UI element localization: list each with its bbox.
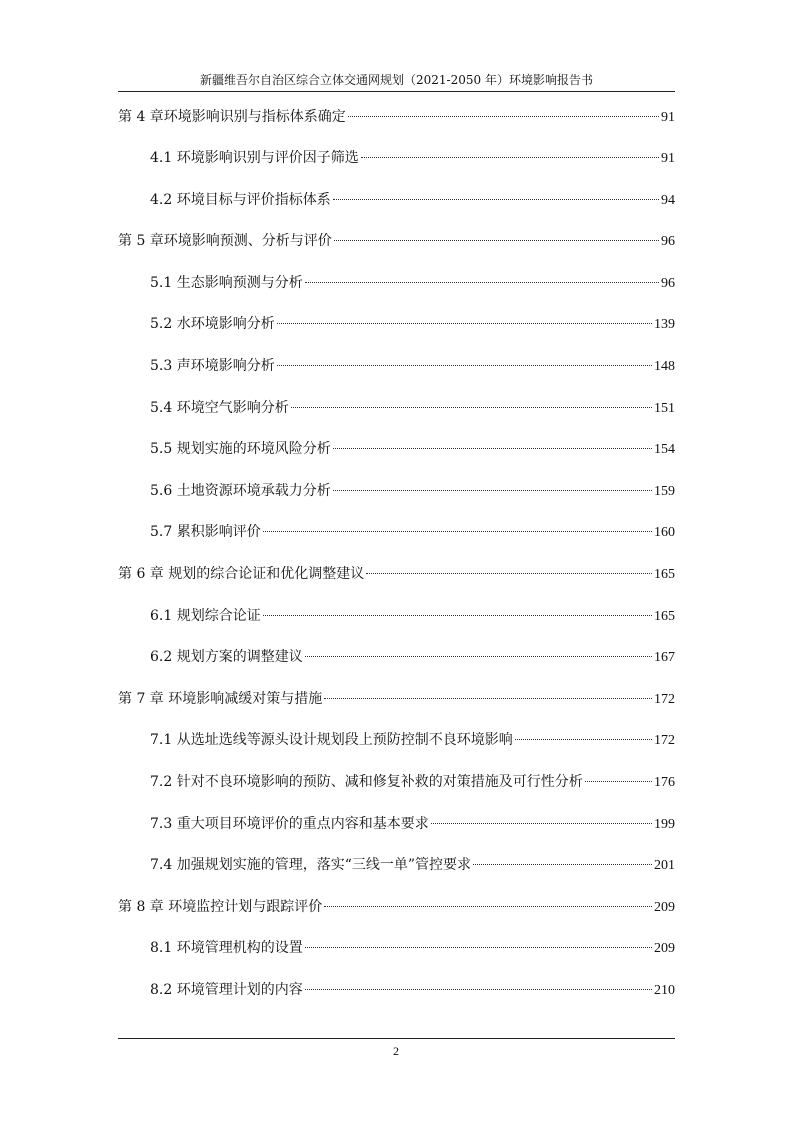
toc-entry-8-2[interactable] — [150, 979, 675, 1001]
dot-leader — [515, 739, 652, 740]
toc-entry-title: 7.3 重大项目环境评价的重点内容和基本要求 — [150, 816, 429, 832]
toc-entry-page: 209 — [654, 900, 675, 915]
toc-entry-page: 160 — [654, 525, 675, 540]
toc-entry-page: 165 — [654, 609, 675, 624]
toc-entry-chapter-8[interactable] — [118, 896, 675, 918]
toc-entry-title: 第 4 章环境影响识别与指标体系确定 — [118, 109, 346, 125]
toc-entry-title: 7.2 针对不良环境影响的预防、减和修复补救的对策措施及可行性分析 — [150, 774, 583, 790]
dot-leader — [333, 448, 652, 449]
dot-leader — [263, 615, 652, 616]
dot-leader — [277, 323, 652, 324]
toc-entry-5-1[interactable] — [150, 272, 675, 294]
toc-entry-page: 201 — [654, 858, 675, 873]
toc-entry-title: 5.7 累积影响评价 — [150, 524, 261, 540]
toc-entry-5-6[interactable] — [150, 480, 675, 502]
toc-entry-chapter-7[interactable] — [118, 688, 675, 710]
toc-entry-title: 4.2 环境目标与评价指标体系 — [150, 192, 331, 208]
toc-entry-5-7[interactable] — [150, 521, 675, 543]
dot-leader — [291, 407, 652, 408]
toc-entry-page: 94 — [661, 193, 675, 208]
toc-entry-title: 8.2 环境管理计划的内容 — [150, 982, 303, 998]
toc-entry-title: 5.1 生态影响预测与分析 — [150, 275, 303, 291]
toc-entry-title: 5.5 规划实施的环境风险分析 — [150, 441, 331, 457]
toc-entry-6-1[interactable] — [150, 605, 675, 627]
dot-leader — [585, 781, 652, 782]
toc-entry-5-4[interactable] — [150, 397, 675, 419]
dot-leader — [305, 282, 659, 283]
toc-entry-title: 5.4 环境空气影响分析 — [150, 400, 289, 416]
toc-entry-page: 176 — [654, 775, 675, 790]
footer-divider — [118, 1038, 675, 1039]
toc-entry-page: 167 — [654, 650, 675, 665]
toc-entry-title: 第 7 章 环境影响减缓对策与措施 — [118, 691, 323, 707]
toc-entry-page: 199 — [654, 817, 675, 832]
dot-leader — [324, 906, 652, 907]
toc-entry-4-1[interactable] — [150, 147, 675, 169]
toc-entry-page: 159 — [654, 484, 675, 499]
toc-entry-title: 5.6 土地资源环境承载力分析 — [150, 483, 331, 499]
toc-entry-page: 165 — [654, 567, 675, 582]
dot-leader — [305, 989, 652, 990]
dot-leader — [348, 116, 659, 117]
dot-leader — [431, 823, 652, 824]
toc-entry-chapter-6[interactable] — [118, 563, 675, 585]
toc-entry-title: 6.1 规划综合论证 — [150, 608, 261, 624]
dot-leader — [277, 365, 652, 366]
toc-entry-page: 96 — [661, 234, 675, 249]
toc-entry-4-2[interactable] — [150, 189, 675, 211]
toc-entry-7-2[interactable] — [150, 771, 675, 793]
toc-entry-title: 7.1 从选址选线等源头设计规划段上预防控制不良环境影响 — [150, 732, 513, 748]
toc-entry-title: 5.3 声环境影响分析 — [150, 358, 275, 374]
dot-leader — [305, 947, 652, 948]
toc-entry-page: 210 — [654, 983, 675, 998]
toc-entry-page: 154 — [654, 442, 675, 457]
toc-entry-page: 172 — [654, 692, 675, 707]
dot-leader — [324, 698, 652, 699]
toc-entry-title: 5.2 水环境影响分析 — [150, 316, 275, 332]
toc-entry-page: 91 — [661, 110, 675, 125]
toc-entry-title: 4.1 环境影响识别与评价因子筛选 — [150, 150, 359, 166]
toc-entry-page: 172 — [654, 733, 675, 748]
dot-leader — [361, 157, 659, 158]
running-header: 新疆维吾尔自治区综合立体交通网规划（2021-2050 年）环境影响报告书 — [200, 73, 593, 87]
dot-leader — [366, 573, 652, 574]
dot-leader — [305, 656, 652, 657]
toc-entry-5-5[interactable] — [150, 438, 675, 460]
toc-entry-title: 第 8 章 环境监控计划与跟踪评价 — [118, 899, 323, 915]
toc-entry-5-2[interactable] — [150, 313, 675, 335]
toc-entry-7-1[interactable] — [150, 729, 675, 751]
dot-leader — [263, 531, 652, 532]
toc-entry-page: 209 — [654, 941, 675, 956]
toc-entry-page: 91 — [661, 151, 675, 166]
toc-entry-title: 8.1 环境管理机构的设置 — [150, 940, 303, 956]
page-number: 2 — [393, 1044, 399, 1058]
dot-leader — [473, 864, 652, 865]
dot-leader — [334, 240, 659, 241]
toc-entry-chapter-5[interactable] — [118, 230, 675, 252]
dot-leader — [333, 199, 659, 200]
toc-entry-page: 148 — [654, 359, 675, 374]
toc-entry-title: 7.4 加强规划实施的管理，落实“三线一单”管控要求 — [150, 857, 472, 873]
toc-entry-5-3[interactable] — [150, 355, 675, 377]
toc-entry-8-1[interactable] — [150, 937, 675, 959]
toc-entry-chapter-4[interactable] — [118, 106, 675, 128]
toc-entry-7-4[interactable] — [150, 854, 675, 876]
toc-entry-page: 96 — [661, 276, 675, 291]
dot-leader — [333, 490, 652, 491]
toc-entry-title: 第 6 章 规划的综合论证和优化调整建议 — [118, 566, 365, 582]
toc-entry-page: 139 — [654, 317, 675, 332]
toc-entry-page: 151 — [654, 401, 675, 416]
toc-entry-title: 第 5 章环境影响预测、分析与评价 — [118, 233, 332, 249]
toc-entry-7-3[interactable] — [150, 813, 675, 835]
toc-entry-6-2[interactable] — [150, 646, 675, 668]
toc-entry-title: 6.2 规划方案的调整建议 — [150, 649, 303, 665]
